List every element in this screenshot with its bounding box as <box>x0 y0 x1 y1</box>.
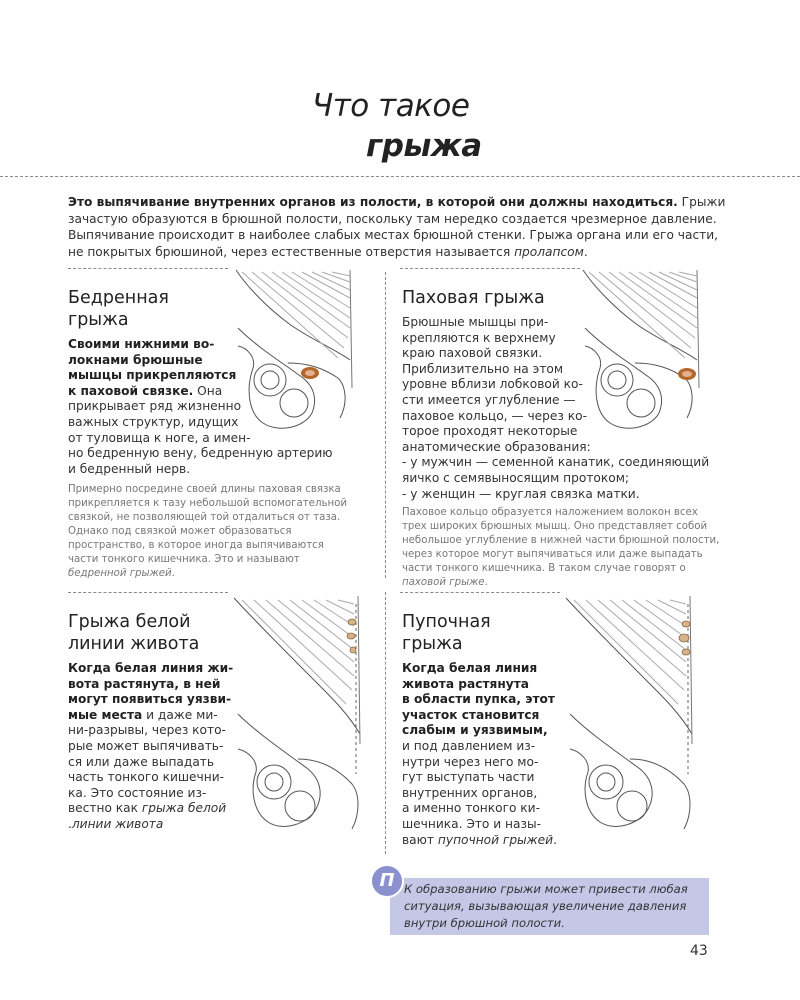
body-line: - у женщин — круглая связка матки. <box>402 486 640 501</box>
umbilical-section-body <box>402 661 557 848</box>
body-line: ка. Это состояние из- <box>68 785 207 800</box>
page-number: 43 <box>690 943 708 959</box>
body-line: торое проходят некоторые <box>402 424 578 439</box>
body-line: внутренних органов, <box>402 785 538 800</box>
body-line: сти имеется углубление — <box>402 392 576 407</box>
body-line: мышцы прикрепляются <box>68 368 237 383</box>
intro-term: пролапсом <box>514 244 584 259</box>
body-line: и бедренный нерв. <box>68 461 191 476</box>
body-line: вестно как грыжа белой <box>68 801 227 816</box>
body-line: важных структур, идущих <box>68 414 239 429</box>
body-line: рые может выпячивать- <box>68 738 224 753</box>
section-rule-mid-left <box>68 592 228 593</box>
body-line: а именно тонкого ки- <box>402 801 540 816</box>
body-line: и под давлением из- <box>402 738 536 753</box>
intro-lead: Это выпячивание внутренних органов из полости, в которой они должны находиться. <box>68 195 678 209</box>
body-line: живота растянута <box>402 676 529 691</box>
body-line: локнами брюшные <box>68 352 203 367</box>
page-title-line2: грыжа <box>366 128 482 164</box>
body-line: Приблизительно на этом <box>402 361 564 376</box>
body-line: яичко с семявыносящим протоком; <box>402 470 630 485</box>
section-rule-top-right <box>400 268 580 269</box>
body-line: паховое кольцо, — через ко- <box>402 408 587 423</box>
umbilical-section-title: Пупочная грыжа <box>402 612 491 654</box>
intro-text: Грыжи зачастую образуются в брюшной полости, поскольку там нередко создается чрезмерное давление. Выпячивание происходит в наиболее слабых местах брюшной стенки. Грыжа органа или его части, не покрытых брюшиной, через естественные отверстия называется <box>68 195 726 259</box>
body-line: гут выступать части <box>402 770 535 785</box>
tip-text: К образованию грыжи может привести любая ситуация, вызывающая увеличение давления внутри брюшной полости. <box>404 882 688 930</box>
title-rule <box>0 176 800 177</box>
body-line: ни-разрывы, через кото- <box>68 723 226 738</box>
femoral-section-title: Бедренная грыжа <box>68 288 169 330</box>
body-line: от туловища к ноге, а имен- <box>68 430 251 445</box>
body-line: прикрывает ряд жизненно <box>68 399 242 414</box>
body-line: нутри через него мо- <box>402 754 539 769</box>
intro-paragraph: Это выпячивание внутренних органов из полости, в которой они должны находиться. Грыжи зачастую образуются в брюшной полости, поскольку там нередко создается чрезмерное давление. Выпячивание происходит в наиболее слабых местах брюшной стенки. Грыжа органа или его части, не покрытых брюшиной, через естественные отверстия называется пролапсом. <box>68 195 726 259</box>
body-line: Когда белая линия <box>402 661 538 675</box>
body-line: мые места и даже ми- <box>68 707 218 722</box>
linea-alba-hernia-illustration <box>228 594 368 844</box>
body-line: уровне вблизи лобковой ко- <box>402 377 583 392</box>
body-line: вота растянута, в ней <box>68 676 221 691</box>
femoral-section-body <box>68 337 333 477</box>
body-line: могут появиться уязви- <box>68 692 232 707</box>
body-line: Когда белая линия жи- <box>68 661 234 675</box>
body-line: вают пупочной грыжей. <box>402 832 557 847</box>
body-line: в области пупка, этот <box>402 692 555 707</box>
body-line: ся или даже выпадать <box>68 754 215 769</box>
linea-alba-section-title: Грыжа белой линии живота <box>68 612 200 654</box>
body-line: - у мужчин — семенной канатик, соединяющий <box>402 455 710 470</box>
tip-icon: П <box>370 864 404 898</box>
body-line: крепляются к верхнему <box>402 330 556 345</box>
body-line: Своими нижними во- <box>68 337 215 351</box>
femoral-note: Примерно посредине своей длины паховая связка прикрепляется к тазу небольшой вспомогательной связкой, не позволяющей той отдалиться от таза. Однако под связкой может образоваться пространство, в которое иногда выпячиваются части тонкого кишечника. Это и называют бедренной грыжей. <box>68 484 347 579</box>
body-line: к паховой связке. Она <box>68 383 223 398</box>
body-line: .линии живота <box>68 816 164 831</box>
inguinal-note: Паховое кольцо образуется наложением волокон всех трех широких брюшных мышц. Оно представляет собой небольшое углубление в нижней части брюшной полости, через которое могут выпячиваться или даже выпадать части тонкого кишечника. В таком случае говорят о паховой грыже. <box>402 507 720 588</box>
umbilical-hernia-illustration <box>560 594 700 844</box>
body-line: анатомические образования: <box>402 439 591 454</box>
section-rule-top-left <box>68 268 228 269</box>
section-rule-mid-right <box>400 592 560 593</box>
body-line: краю паховой связки. <box>402 346 543 361</box>
body-line: участок становится <box>402 707 540 722</box>
body-line: слабым и уязвимым, <box>402 723 548 738</box>
inguinal-section-title: Паховая грыжа <box>402 288 545 308</box>
body-line: шечника. Это и назы- <box>402 816 541 831</box>
hernia-bulges <box>679 621 690 655</box>
section-divider-upper <box>385 272 386 578</box>
body-line: Брюшные мышцы при- <box>402 315 549 329</box>
hernia-bulges <box>347 619 356 653</box>
linea-alba-section-body <box>68 661 233 833</box>
inguinal-section-body <box>402 315 709 502</box>
body-line: часть тонкого кишечни- <box>68 770 225 785</box>
section-divider-lower <box>385 592 386 854</box>
body-line: но бедренную вену, бедренную артерию <box>68 446 333 461</box>
page-title-line1: Что такое <box>312 88 470 124</box>
